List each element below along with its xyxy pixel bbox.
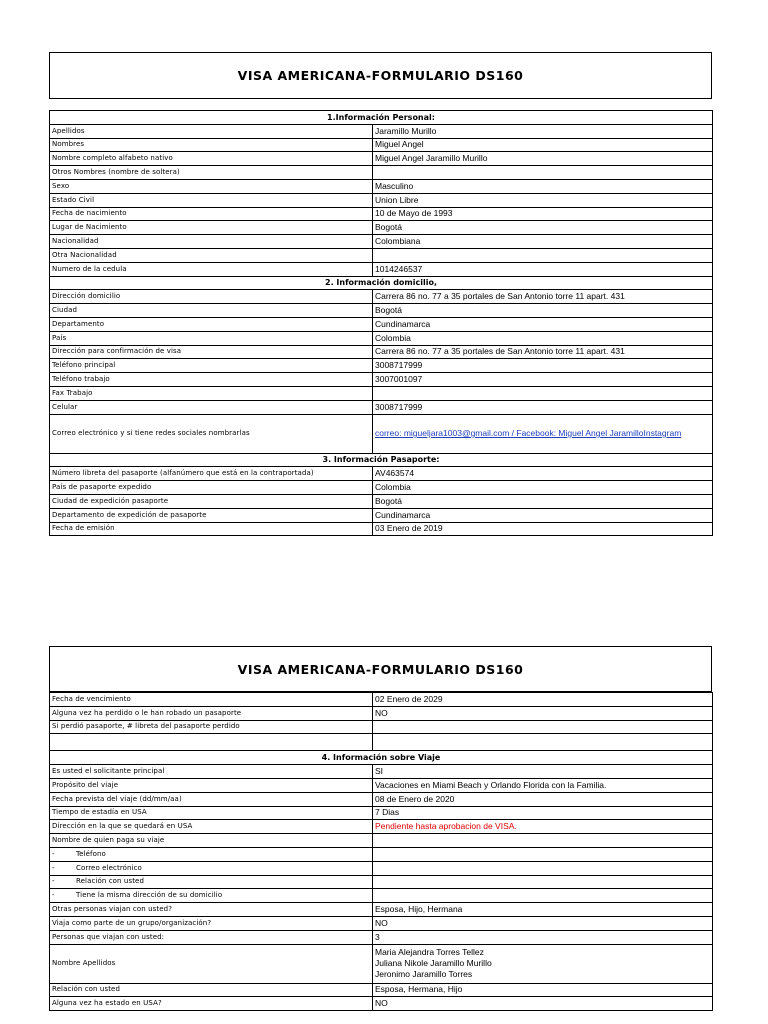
form-row — [50, 207, 713, 221]
field-label: - Tiene la misma dirección de su domicilio — [50, 889, 373, 903]
field-label: Ciudad — [50, 304, 373, 318]
field-label: Tiempo de estadía en USA — [50, 806, 373, 820]
field-label: Viaja como parte de un grupo/organización? — [50, 916, 373, 930]
field-value — [373, 889, 713, 903]
field-value — [373, 944, 713, 983]
field-value: Pendiente hasta aprobacion de VISA. — [373, 820, 713, 834]
form-row — [50, 221, 713, 235]
form-row — [50, 983, 713, 997]
field-sublabel: Teléfono — [76, 849, 106, 858]
field-label: Correo electrónico y si tiene redes sociales nombrarlas — [50, 414, 373, 453]
companion-name: Maria Alejandra Torres Tellez — [375, 947, 484, 958]
field-value: 3 — [373, 930, 713, 944]
field-label: Sexo — [50, 179, 373, 193]
form-row — [50, 179, 713, 193]
section-heading: 3. Información Pasaporte: — [50, 453, 713, 467]
form-row — [50, 693, 713, 707]
field-label: - Relación con usted — [50, 875, 373, 889]
field-label: Alguna vez ha perdido o le han robado un pasaporte — [50, 706, 373, 720]
field-value — [373, 861, 713, 875]
form-row — [50, 997, 713, 1011]
field-value — [373, 386, 713, 400]
field-value: AV463574 — [373, 467, 713, 481]
section-heading: 4. Información sobre Viaje — [50, 751, 713, 765]
form-row — [50, 778, 713, 792]
form-row — [50, 834, 713, 848]
form-row — [50, 916, 713, 930]
field-label: Otra Nacionalidad — [50, 248, 373, 262]
field-value — [373, 720, 713, 734]
field-value: Colombia — [373, 481, 713, 495]
field-value: Carrera 86 no. 77 a 35 portales de San Antonio torre 11 apart. 431 — [373, 345, 713, 359]
field-value: 7 Dias — [373, 806, 713, 820]
form-row — [50, 290, 713, 304]
field-value: Carrera 86 no. 77 a 35 portales de San Antonio torre 11 apart. 431 — [373, 290, 713, 304]
form-row — [50, 386, 713, 400]
form-row — [50, 304, 713, 318]
companion-name: Jeronimo Jaramillo Torres — [375, 969, 473, 980]
section-heading-row — [50, 751, 713, 765]
field-value: Bogotá — [373, 494, 713, 508]
form-row — [50, 400, 713, 414]
field-label: Otras personas viajan con usted? — [50, 903, 373, 917]
form-row — [50, 765, 713, 779]
field-value: 3007001097 — [373, 373, 713, 387]
field-value — [373, 847, 713, 861]
field-label: Alguna vez ha estado en USA? — [50, 997, 373, 1011]
field-value: Bogotá — [373, 221, 713, 235]
field-label: Lugar de Nacimiento — [50, 221, 373, 235]
field-label: Teléfono principal — [50, 359, 373, 373]
section-heading-row — [50, 111, 713, 125]
form-title-page-1: VISA AMERICANA-FORMULARIO DS160 — [49, 52, 712, 99]
field-label: Fecha de vencimiento — [50, 693, 373, 707]
field-label: Celular — [50, 400, 373, 414]
field-value: Vacaciones en Miami Beach y Orlando Florida con la Familia. — [373, 778, 713, 792]
field-label: Nombre completo alfabeto nativo — [50, 152, 373, 166]
form-row — [50, 720, 713, 734]
field-label: Si perdió pasaporte, # libreta del pasaporte perdido — [50, 720, 373, 734]
field-value: 1014246537 — [373, 262, 713, 276]
field-sublabel: Correo electrónico — [76, 863, 142, 872]
field-value — [373, 734, 713, 751]
form-row — [50, 522, 713, 536]
field-label: Apellidos — [50, 124, 373, 138]
form-row — [50, 792, 713, 806]
field-value: 3008717999 — [373, 359, 713, 373]
form-row — [50, 359, 713, 373]
section-heading-row — [50, 276, 713, 290]
form-row — [50, 138, 713, 152]
form-table-page-2 — [49, 692, 713, 1011]
field-value: NO — [373, 997, 713, 1011]
field-label — [50, 734, 373, 751]
field-label: Fecha prevista del viaje (dd/mm/aa) — [50, 792, 373, 806]
form-row — [50, 331, 713, 345]
field-value: Colombia — [373, 331, 713, 345]
field-label: Departamento — [50, 317, 373, 331]
field-value: SI — [373, 765, 713, 779]
form-row — [50, 903, 713, 917]
field-value: Miguel Angel Jaramillo Murillo — [373, 152, 713, 166]
form-row — [50, 494, 713, 508]
form-row — [50, 847, 713, 861]
field-label: Ciudad de expedición pasaporte — [50, 494, 373, 508]
field-value: Union Libre — [373, 193, 713, 207]
form-row — [50, 861, 713, 875]
section-heading-row — [50, 453, 713, 467]
form-row — [50, 166, 713, 180]
field-label: - Correo electrónico — [50, 861, 373, 875]
field-label: Otros Nombres (nombre de soltera) — [50, 166, 373, 180]
field-label: Número libreta del pasaporte (alfanúmero que está en la contraportada) — [50, 467, 373, 481]
field-label: Relación con usted — [50, 983, 373, 997]
field-label: Dirección en la que se quedará en USA — [50, 820, 373, 834]
field-value: 08 de Enero de 2020 — [373, 792, 713, 806]
form-row — [50, 414, 713, 453]
field-label: Departamento de expedición de pasaporte — [50, 508, 373, 522]
form-title-page-2: VISA AMERICANA-FORMULARIO DS160 — [49, 646, 712, 692]
field-value: NO — [373, 916, 713, 930]
field-sublabel: Relación con usted — [76, 877, 144, 886]
form-row — [50, 734, 713, 751]
field-value: Miguel Angel — [373, 138, 713, 152]
field-label: País de pasaporte expedido — [50, 481, 373, 495]
form-row — [50, 820, 713, 834]
field-label: Estado Civil — [50, 193, 373, 207]
form-table-page-1 — [49, 110, 713, 536]
field-label: Fecha de nacimiento — [50, 207, 373, 221]
companion-name: Juliana Nikole Jaramillo Murillo — [375, 958, 492, 969]
field-value: Cundinamarca — [373, 317, 713, 331]
field-label: Dirección domicilio — [50, 290, 373, 304]
field-value: Esposa, Hermana, Hijo — [373, 983, 713, 997]
form-row — [50, 373, 713, 387]
field-value: NO — [373, 706, 713, 720]
section-heading: 2. Información domicilio, — [50, 276, 713, 290]
field-value — [373, 875, 713, 889]
form-row — [50, 875, 713, 889]
field-value: Colombiana — [373, 235, 713, 249]
form-row — [50, 317, 713, 331]
field-value: Esposa, Hijo, Hermana — [373, 903, 713, 917]
field-label: Nombre Apellidos — [50, 944, 373, 983]
form-row — [50, 248, 713, 262]
field-value — [373, 414, 713, 453]
form-row — [50, 235, 713, 249]
field-value: 03 Enero de 2019 — [373, 522, 713, 536]
field-value: Cundinamarca — [373, 508, 713, 522]
form-row — [50, 124, 713, 138]
field-label: - Teléfono — [50, 847, 373, 861]
field-value — [373, 834, 713, 848]
field-value: 10 de Mayo de 1993 — [373, 207, 713, 221]
form-row — [50, 944, 713, 983]
field-value — [373, 166, 713, 180]
form-row — [50, 152, 713, 166]
form-row — [50, 262, 713, 276]
section-heading: 1.Información Personal: — [50, 111, 713, 125]
field-label: Nombre de quien paga su viaje — [50, 834, 373, 848]
form-row — [50, 345, 713, 359]
field-value: 02 Enero de 2029 — [373, 693, 713, 707]
field-label: Es usted el solicitante principal — [50, 765, 373, 779]
form-row — [50, 889, 713, 903]
email-link[interactable]: correo: migueljara1003@gmail.com / Facebook: Miguel Angel JaramilloInstagram — [375, 428, 682, 439]
form-row — [50, 706, 713, 720]
field-label: Nacionalidad — [50, 235, 373, 249]
field-label: Numero de la cedula — [50, 262, 373, 276]
form-row — [50, 467, 713, 481]
form-row — [50, 930, 713, 944]
form-row — [50, 481, 713, 495]
field-label: Teléfono trabajo — [50, 373, 373, 387]
field-sublabel: Tiene la misma dirección de su domicilio — [76, 891, 223, 900]
field-label: Dirección para confirmación de visa — [50, 345, 373, 359]
field-value — [373, 248, 713, 262]
field-value: 3008717999 — [373, 400, 713, 414]
form-row — [50, 508, 713, 522]
form-row — [50, 806, 713, 820]
field-value: Masculino — [373, 179, 713, 193]
field-label: Fax Trabajo — [50, 386, 373, 400]
field-value: Jaramillo Murillo — [373, 124, 713, 138]
field-label: Propósito del viaje — [50, 778, 373, 792]
field-label: Fecha de emisión — [50, 522, 373, 536]
field-value: Bogotá — [373, 304, 713, 318]
field-label: Personas que viajan con usted: — [50, 930, 373, 944]
field-label: País — [50, 331, 373, 345]
field-label: Nombres — [50, 138, 373, 152]
form-row — [50, 193, 713, 207]
